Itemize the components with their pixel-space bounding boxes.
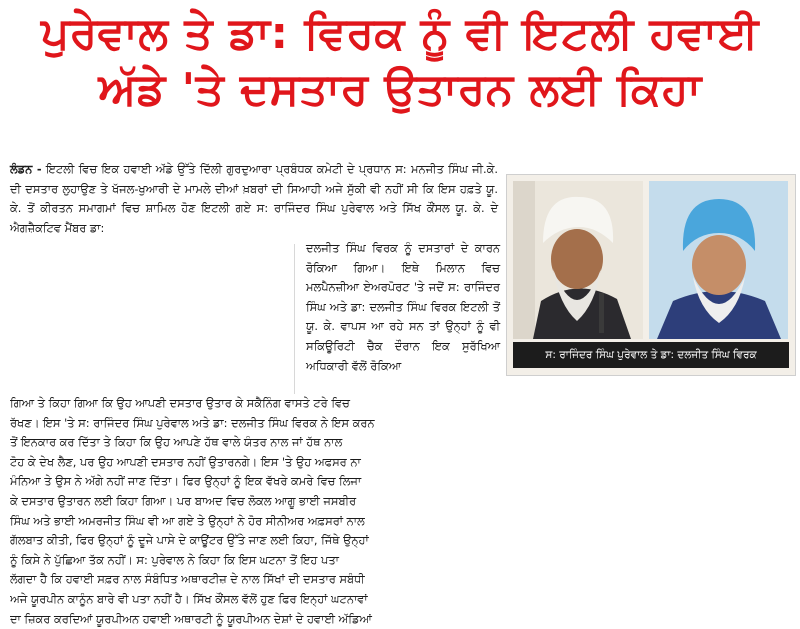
article-paragraph-3 bbox=[10, 394, 790, 629]
paragraph-line: ਸਿੰਘ ਅਤੇ ਭਾਈ ਅਮਰਜੀਤ ਸਿੰਘ ਵੀ ਆ ਗਏ ਤੇ ਉਨ੍ਹਾਂ ਨੇ ਹੋਰ ਸੀਨੀਅਰ ਅਫ਼ਸਰਾਂ ਨਾਲ bbox=[10, 513, 365, 528]
paragraph-line: ਨੂੰ ਕਿਸੇ ਨੇ ਪੁੱਛਿਆ ਤੱਕ ਨਹੀਂ। ਸ: ਪੁਰੇਵਾਲ ਨੇ ਕਿਹਾ ਕਿ ਇਸ ਘਟਨਾ ਤੋਂ ਇਹ ਪਤਾ bbox=[10, 552, 339, 567]
paragraph-line: ਰੱਖਣ। ਇਸ 'ਤੇ ਸ: ਰਾਜਿੰਦਰ ਸਿੰਘ ਪੁਰੇਵਾਲ ਅਤੇ ਡਾ: ਦਲਜੀਤ ਸਿੰਘ ਵਿਰਕ ਨੇ ਇਸ ਕਰਨ bbox=[10, 415, 375, 430]
headline-line-2: ਅੱਡੇ 'ਤੇ ਦਸਤਾਰ ਉਤਾਰਨ ਲਈ ਕਿਹਾ bbox=[98, 64, 702, 115]
paragraph-line: ਦਾ ਜ਼ਿਕਰ ਕਰਦਿਆਂ ਯੂਰਪੀਅਨ ਹਵਾਈ ਅਥਾਰਟੀ ਨੂੰ ਯੂਰਪੀਅਨ ਦੇਸ਼ਾਂ ਦੇ ਹਵਾਈ ਅੱਡਿਆਂ bbox=[10, 611, 372, 626]
paragraph-line: ਗਿਆ ਤੇ ਕਿਹਾ ਗਿਆ ਕਿ ਉਹ ਆਪਣੀ ਦਸਤਾਰ ਉਤਾਰ ਕੇ ਸਕੈਨਿੰਗ ਵਾਸਤੇ ਟਰੇ ਵਿਚ bbox=[10, 396, 350, 410]
photo-caption: ਸ: ਰਾਜਿੰਦਰ ਸਿੰਘ ਪੁਰੇਵਾਲ ਤੇ ਡਾ: ਦਲਜੀਤ ਸਿੰਘ ਵਿਰਕ bbox=[513, 342, 789, 368]
paragraph-line: ਲੱਗਦਾ ਹੈ ਕਿ ਹਵਾਈ ਸਫ਼ਰ ਨਾਲ ਸੰਬੰਧਿਤ ਅਥਾਰਟੀਜ਼ ਦੇ ਨਾਲ ਸਿੱਖਾਂ ਦੀ ਦਸਤਾਰ ਸਬੰਧੀ bbox=[10, 572, 365, 587]
photo-box bbox=[506, 174, 796, 376]
headline-line-1: ਪੁਰੇਵਾਲ ਤੇ ਡਾ: ਵਿਰਕ ਨੂੰ ਵੀ ਇਟਲੀ ਹਵਾਈ bbox=[41, 8, 759, 59]
paragraph-line: ਤੋਂ ਇਨਕਾਰ ਕਰ ਦਿੱਤਾ ਤੇ ਕਿਹਾ ਕਿ ਉਹ ਆਪਣੇ ਹੱਥ ਵਾਲੇ ਯੰਤਰ ਨਾਲ ਜਾਂ ਹੱਥ ਨਾਲ bbox=[10, 435, 343, 450]
paragraph-line: ਕੇ ਦਸਤਾਰ ਉਤਾਰਨ ਲਈ ਕਿਹਾ ਗਿਆ। ਪਰ ਬਾਅਦ ਵਿਚ ਲੋਕਲ ਆਗੂ ਭਾਈ ਜਸਬੀਰ bbox=[10, 493, 357, 508]
article-paragraph-2: ਦਲਜੀਤ ਸਿੰਘ ਵਿਰਕ ਨੂੰ ਦਸਤਾਰਾਂ ਦੇ ਕਾਰਨ ਰੋਕਿਆ ਗਿਆ। ਇਥੇ ਮਿਲਾਨ ਵਿਚ ਮਲਪੈਨਜ਼ੀਆ ਏਅਰਪੋਰਟ 'ਤੇ ਜਦੋਂ ਸ: ਰਾਜਿੰਦਰ ਸਿੰਘ ਅਤੇ ਡਾ: ਦਲਜੀਤ ਸਿੰਘ ਵਿਰਕ ਇਟਲੀ ਤੋਂ ਯੂ. ਕੇ. ਵਾਪਸ ਆ ਰਹੇ ਸਨ ਤਾਂ ਉਨ੍ਹਾਂ ਨੂੰ ਵੀ ਸਕਿਊਰਿਟੀ ਚੈਕ ਦੌਰਾਨ ਇਕ ਸੁਰੱਖਿਆ ਅਧਿਕਾਰੀ ਵੱਲੋਂ ਰੋਕਿਆ bbox=[306, 241, 500, 373]
paragraph-line: ਟੋਹ ਕੇ ਦੇਖ ਲੈਣ, ਪਰ ਉਹ ਆਪਣੀ ਦਸਤਾਰ ਨਹੀਂ ਉਤਾਰਨਗੇ। ਇਸ 'ਤੇ ਉਹ ਅਫਸਰ ਨਾ bbox=[10, 454, 361, 469]
column-divider bbox=[294, 244, 295, 394]
photo-purewal bbox=[513, 181, 643, 339]
paragraph-line: ਗੱਲਬਾਤ ਕੀਤੀ, ਫਿਰ ਉਨ੍ਹਾਂ ਨੂੰ ਦੂਜੇ ਪਾਸੇ ਦੇ ਕਾਊਂਟਰ ਉੱਤੇ ਜਾਣ ਲਈ ਕਿਹਾ, ਜਿੱਥੇ ਉਨ੍ਹਾਂ bbox=[10, 533, 369, 548]
headline bbox=[0, 6, 800, 118]
article-paragraph-1 bbox=[10, 160, 498, 238]
paragraph-1-text: ਇਟਲੀ ਵਿਚ ਇਕ ਹਵਾਈ ਅੱਡੇ ਉੱਤੇ ਦਿੱਲੀ ਗੁਰਦੁਆਰਾ ਪ੍ਰਬੰਧਕ ਕਮੇਟੀ ਦੇ ਪ੍ਰਧਾਨ ਸ: ਮਨਜੀਤ ਸਿੰਘ ਜੀ.ਕੇ. ਦੀ ਦਸਤਾਰ ਲੁਹਾਉਣ ਤੇ ਖੱਜਲ-ਖੁਆਰੀ ਦੇ ਮਾਮਲੇ ਦੀਆਂ ਖ਼ਬਰਾਂ ਦੀ ਸਿਆਹੀ ਅਜੇ ਸੁੱਕੀ ਵੀ ਨਹੀਂ ਸੀ ਕਿ ਇਸ ਹਫ਼ਤੇ ਯੂ. ਕੇ. ਤੋਂ ਕੀਰਤਨ ਸਮਾਗਮਾਂ ਵਿਚ ਸ਼ਾਮਿਲ ਹੋਣ ਇਟਲੀ ਗਏ ਸ: ਰਾਜਿੰਦਰ ਸਿੰਘ ਪੁਰੇਵਾਲ ਅਤੇ ਸਿੱਖ ਕੌਂਸਲ ਯੂ. ਕੇ. ਦੇ ਐਗਜ਼ੈਕਟਿਵ ਮੈਂਬਰ ਡਾ: bbox=[10, 162, 499, 235]
photo-virk bbox=[649, 181, 788, 339]
paragraph-line: ਅਜੇ ਯੂਰਪੀਨ ਕਾਨੂੰਨ ਬਾਰੇ ਵੀ ਪਤਾ ਨਹੀਂ ਹੈ। ਸਿੱਖ ਕੌਂਸਲ ਵੱਲੋਂ ਹੁਣ ਫਿਰ ਇਨ੍ਹਾਂ ਘਟਨਾਵਾਂ bbox=[10, 591, 368, 606]
paragraph-line: ਮੰਨਿਆ ਤੇ ਉਸ ਨੇ ਅੱਗੇ ਨਹੀਂ ਜਾਣ ਦਿੱਤਾ। ਫਿਰ ਉਨ੍ਹਾਂ ਨੂੰ ਇਕ ਵੱਖਰੇ ਕਮਰੇ ਵਿਚ ਲਿਜਾ bbox=[10, 474, 362, 489]
dateline: ਲੰਡਨ - bbox=[10, 162, 42, 176]
